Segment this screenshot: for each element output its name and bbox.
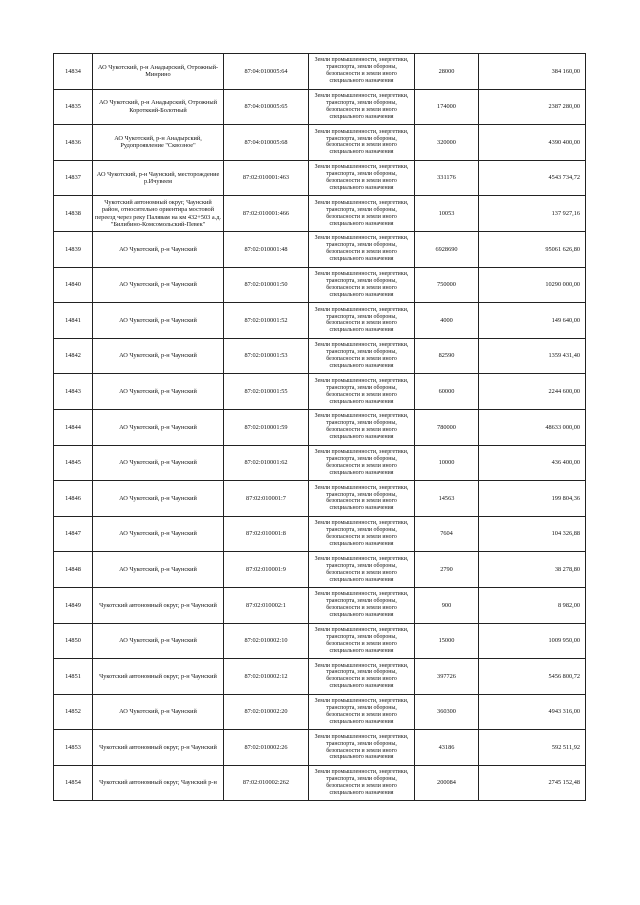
row-number-cell: 14853 [54, 730, 93, 766]
table-row [54, 623, 586, 659]
table-row [54, 516, 586, 552]
location-cell: АО Чукотский, р-н Чаунский [93, 445, 224, 481]
cadastral-cost-cell: 10290 000,00 [479, 267, 586, 303]
land-category-cell: Земли промышленности, энергетики, транспорта, земли обороны, безопасности и земли иного специального назначения [309, 765, 415, 801]
land-plots-table [53, 53, 586, 801]
cadastral-cost-cell: 95061 626,80 [479, 231, 586, 267]
area-cell: 320000 [415, 125, 479, 161]
location-cell: АО Чукотский, р-н Чаунский [93, 303, 224, 339]
area-cell: 28000 [415, 54, 479, 90]
cadastral-number-cell: 87:02:010001:7 [224, 481, 309, 517]
area-cell: 200084 [415, 765, 479, 801]
cadastral-number-cell: 87:02:010001:55 [224, 374, 309, 410]
cadastral-number-cell: 87:02:010001:62 [224, 445, 309, 481]
area-cell: 331176 [415, 160, 479, 196]
row-number-cell: 14842 [54, 338, 93, 374]
location-cell: АО Чукотский, р-н Чаунский [93, 552, 224, 588]
cadastral-cost-cell: 1009 950,00 [479, 623, 586, 659]
area-cell: 10053 [415, 196, 479, 232]
table-row [54, 196, 586, 232]
location-cell: АО Чукотский, р-н Чаунский [93, 374, 224, 410]
land-category-cell: Земли промышленности, энергетики, транспорта, земли обороны, безопасности и земли иного специального назначения [309, 694, 415, 730]
row-number-cell: 14835 [54, 89, 93, 125]
cadastral-cost-cell: 38 278,80 [479, 552, 586, 588]
cadastral-cost-cell: 48633 000,00 [479, 409, 586, 445]
cadastral-number-cell: 87:02:010002:26 [224, 730, 309, 766]
row-number-cell: 14841 [54, 303, 93, 339]
land-category-cell: Земли промышленности, энергетики, транспорта, земли обороны, безопасности и земли иного специального назначения [309, 89, 415, 125]
land-category-cell: Земли промышленности, энергетики, транспорта, земли обороны, безопасности и земли иного специального назначения [309, 374, 415, 410]
cadastral-cost-cell: 104 326,88 [479, 516, 586, 552]
land-category-cell: Земли промышленности, энергетики, транспорта, земли обороны, безопасности и земли иного специального назначения [309, 516, 415, 552]
row-number-cell: 14848 [54, 552, 93, 588]
location-cell: АО Чукотский, р-н Чаунский, месторождение р.Ичувеем [93, 160, 224, 196]
land-category-cell: Земли промышленности, энергетики, транспорта, земли обороны, безопасности и земли иного специального назначения [309, 160, 415, 196]
row-number-cell: 14840 [54, 267, 93, 303]
cadastral-cost-cell: 592 511,92 [479, 730, 586, 766]
area-cell: 397726 [415, 659, 479, 695]
location-cell: Чукотский автономный округ, р-н Чаунский [93, 730, 224, 766]
cadastral-cost-cell: 2244 600,00 [479, 374, 586, 410]
cadastral-cost-cell: 4390 400,00 [479, 125, 586, 161]
land-category-cell: Земли промышленности, энергетики, транспорта, земли обороны, безопасности и земли иного специального назначения [309, 587, 415, 623]
row-number-cell: 14847 [54, 516, 93, 552]
land-category-cell: Земли промышленности, энергетики, транспорта, земли обороны, безопасности и земли иного специального назначения [309, 267, 415, 303]
row-number-cell: 14845 [54, 445, 93, 481]
land-category-cell: Земли промышленности, энергетики, транспорта, земли обороны, безопасности и земли иного специального назначения [309, 196, 415, 232]
cadastral-cost-cell: 199 804,36 [479, 481, 586, 517]
location-cell: АО Чукотский, р-н Чаунский [93, 481, 224, 517]
table-body [54, 54, 586, 801]
location-cell: АО Чукотский, р-н Анадырский, Отрожный-Минрино [93, 54, 224, 90]
row-number-cell: 14837 [54, 160, 93, 196]
row-number-cell: 14854 [54, 765, 93, 801]
area-cell: 14563 [415, 481, 479, 517]
cadastral-number-cell: 87:04:010005:68 [224, 125, 309, 161]
cadastral-cost-cell: 5456 800,72 [479, 659, 586, 695]
land-category-cell: Земли промышленности, энергетики, транспорта, земли обороны, безопасности и земли иного специального назначения [309, 730, 415, 766]
area-cell: 15000 [415, 623, 479, 659]
land-category-cell: Земли промышленности, энергетики, транспорта, земли обороны, безопасности и земли иного специального назначения [309, 445, 415, 481]
area-cell: 2790 [415, 552, 479, 588]
location-cell: АО Чукотский, р-н Анадырский, Рудопроявление "Сквозное" [93, 125, 224, 161]
land-category-cell: Земли промышленности, энергетики, транспорта, земли обороны, безопасности и земли иного специального назначения [309, 409, 415, 445]
location-cell: АО Чукотский, р-н Чаунский [93, 623, 224, 659]
land-category-cell: Земли промышленности, энергетики, транспорта, земли обороны, безопасности и земли иного специального назначения [309, 659, 415, 695]
cadastral-cost-cell: 4943 316,00 [479, 694, 586, 730]
cadastral-number-cell: 87:02:010002:20 [224, 694, 309, 730]
cadastral-number-cell: 87:02:010001:466 [224, 196, 309, 232]
land-category-cell: Земли промышленности, энергетики, транспорта, земли обороны, безопасности и земли иного специального назначения [309, 481, 415, 517]
cadastral-cost-cell: 4543 734,72 [479, 160, 586, 196]
location-cell: Чукотский автономный округ, р-н Чаунский [93, 659, 224, 695]
cadastral-number-cell: 87:04:010005:65 [224, 89, 309, 125]
table-row [54, 481, 586, 517]
table-row [54, 409, 586, 445]
table-row [54, 730, 586, 766]
table-row [54, 267, 586, 303]
location-cell: АО Чукотский, р-н Чаунский [93, 409, 224, 445]
table-row [54, 160, 586, 196]
cadastral-number-cell: 87:02:010001:53 [224, 338, 309, 374]
row-number-cell: 14839 [54, 231, 93, 267]
cadastral-cost-cell: 2387 280,00 [479, 89, 586, 125]
area-cell: 780000 [415, 409, 479, 445]
land-category-cell: Земли промышленности, энергетики, транспорта, земли обороны, безопасности и земли иного специального назначения [309, 231, 415, 267]
table-row [54, 54, 586, 90]
area-cell: 82590 [415, 338, 479, 374]
land-category-cell: Земли промышленности, энергетики, транспорта, земли обороны, безопасности и земли иного специального назначения [309, 552, 415, 588]
cadastral-number-cell: 87:02:010002:1 [224, 587, 309, 623]
area-cell: 900 [415, 587, 479, 623]
table-row [54, 89, 586, 125]
row-number-cell: 14846 [54, 481, 93, 517]
land-category-cell: Земли промышленности, энергетики, транспорта, земли обороны, безопасности и земли иного специального назначения [309, 623, 415, 659]
cadastral-cost-cell: 137 927,16 [479, 196, 586, 232]
area-cell: 43186 [415, 730, 479, 766]
location-cell: АО Чукотский, р-н Чаунский [93, 267, 224, 303]
row-number-cell: 14850 [54, 623, 93, 659]
cadastral-number-cell: 87:02:010002:10 [224, 623, 309, 659]
cadastral-cost-cell: 436 400,00 [479, 445, 586, 481]
cadastral-number-cell: 87:02:010002:262 [224, 765, 309, 801]
table-row [54, 338, 586, 374]
area-cell: 7604 [415, 516, 479, 552]
row-number-cell: 14852 [54, 694, 93, 730]
cadastral-number-cell: 87:02:010001:52 [224, 303, 309, 339]
location-cell: АО Чукотский, р-н Чаунский [93, 338, 224, 374]
table-row [54, 303, 586, 339]
cadastral-cost-cell: 1359 431,40 [479, 338, 586, 374]
location-cell: Чукотский автономный округ, Чаунский район, относительно ориентира мостовой переезд через реку Палявам на км 432+503 а.д. "Билибино-Комсомольский-Певек" [93, 196, 224, 232]
cadastral-number-cell: 87:02:010001:463 [224, 160, 309, 196]
area-cell: 60000 [415, 374, 479, 410]
cadastral-number-cell: 87:02:010001:50 [224, 267, 309, 303]
cadastral-number-cell: 87:02:010001:48 [224, 231, 309, 267]
row-number-cell: 14843 [54, 374, 93, 410]
location-cell: АО Чукотский, р-н Чаунский [93, 231, 224, 267]
cadastral-cost-cell: 384 160,00 [479, 54, 586, 90]
location-cell: Чукотский автономный округ, р-н Чаунский [93, 587, 224, 623]
area-cell: 174000 [415, 89, 479, 125]
table-row [54, 587, 586, 623]
cadastral-number-cell: 87:04:010005:64 [224, 54, 309, 90]
cadastral-cost-cell: 149 640,00 [479, 303, 586, 339]
cadastral-number-cell: 87:02:010001:8 [224, 516, 309, 552]
row-number-cell: 14838 [54, 196, 93, 232]
row-number-cell: 14851 [54, 659, 93, 695]
row-number-cell: 14849 [54, 587, 93, 623]
cadastral-cost-cell: 2745 152,48 [479, 765, 586, 801]
table-row [54, 765, 586, 801]
row-number-cell: 14834 [54, 54, 93, 90]
area-cell: 10000 [415, 445, 479, 481]
area-cell: 6928690 [415, 231, 479, 267]
location-cell: АО Чукотский, р-н Чаунский [93, 516, 224, 552]
table-row [54, 125, 586, 161]
row-number-cell: 14836 [54, 125, 93, 161]
land-category-cell: Земли промышленности, энергетики, транспорта, земли обороны, безопасности и земли иного специального назначения [309, 125, 415, 161]
area-cell: 360300 [415, 694, 479, 730]
cadastral-number-cell: 87:02:010001:9 [224, 552, 309, 588]
location-cell: АО Чукотский, р-н Чаунский [93, 694, 224, 730]
area-cell: 750000 [415, 267, 479, 303]
cadastral-cost-cell: 8 982,00 [479, 587, 586, 623]
land-category-cell: Земли промышленности, энергетики, транспорта, земли обороны, безопасности и земли иного специального назначения [309, 338, 415, 374]
location-cell: АО Чукотский, р-н Анадырский, Отрожный Коротккий-Болотный [93, 89, 224, 125]
location-cell: Чукотский автономный округ, Чаунский р-н [93, 765, 224, 801]
area-cell: 4000 [415, 303, 479, 339]
row-number-cell: 14844 [54, 409, 93, 445]
land-category-cell: Земли промышленности, энергетики, транспорта, земли обороны, безопасности и земли иного специального назначения [309, 303, 415, 339]
cadastral-number-cell: 87:02:010001:59 [224, 409, 309, 445]
table-row [54, 552, 586, 588]
cadastral-number-cell: 87:02:010002:12 [224, 659, 309, 695]
table-row [54, 231, 586, 267]
table-row [54, 694, 586, 730]
table-row [54, 374, 586, 410]
land-category-cell: Земли промышленности, энергетики, транспорта, земли обороны, безопасности и земли иного специального назначения [309, 54, 415, 90]
table-row [54, 445, 586, 481]
table-row [54, 659, 586, 695]
